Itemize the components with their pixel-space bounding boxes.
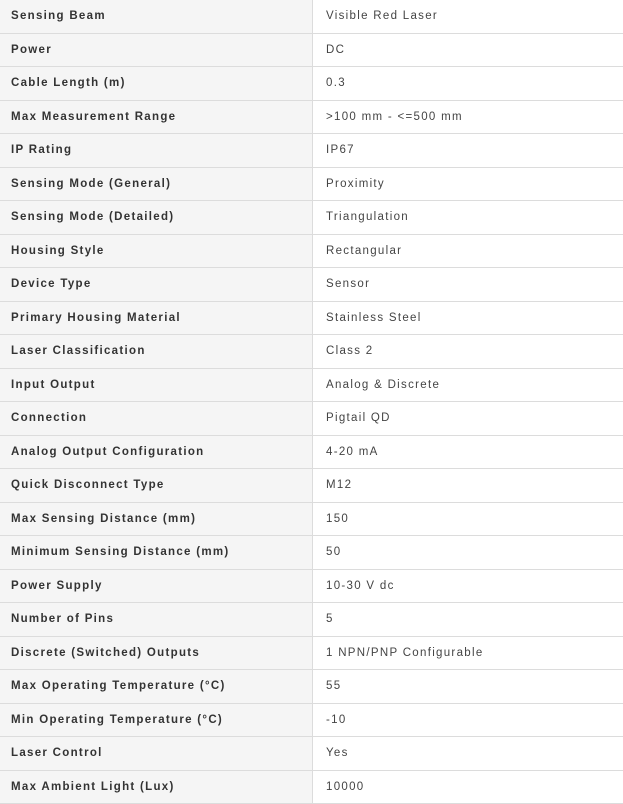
spec-row bbox=[0, 603, 623, 637]
spec-row bbox=[0, 33, 623, 67]
spec-label: Minimum Sensing Distance (mm) bbox=[0, 536, 313, 570]
spec-row bbox=[0, 268, 623, 302]
spec-label: Max Operating Temperature (°C) bbox=[0, 670, 313, 704]
spec-row bbox=[0, 100, 623, 134]
spec-label: Laser Control bbox=[0, 737, 313, 771]
spec-label: Number of Pins bbox=[0, 603, 313, 637]
spec-row bbox=[0, 0, 623, 33]
spec-row bbox=[0, 234, 623, 268]
spec-row bbox=[0, 435, 623, 469]
spec-label: Cable Length (m) bbox=[0, 67, 313, 101]
spec-label: Discrete (Switched) Outputs bbox=[0, 636, 313, 670]
spec-value: 55 bbox=[313, 670, 623, 704]
spec-row bbox=[0, 502, 623, 536]
spec-row bbox=[0, 67, 623, 101]
spec-value: Pigtail QD bbox=[313, 402, 623, 436]
spec-value: 4-20 mA bbox=[313, 435, 623, 469]
spec-label: Max Ambient Light (Lux) bbox=[0, 770, 313, 804]
spec-label: Device Type bbox=[0, 268, 313, 302]
spec-row bbox=[0, 301, 623, 335]
spec-label: Connection bbox=[0, 402, 313, 436]
spec-value: 5 bbox=[313, 603, 623, 637]
spec-value: Analog & Discrete bbox=[313, 368, 623, 402]
spec-value: Rectangular bbox=[313, 234, 623, 268]
spec-row bbox=[0, 703, 623, 737]
spec-row bbox=[0, 368, 623, 402]
spec-label: Sensing Beam bbox=[0, 0, 313, 33]
spec-value: Sensor bbox=[313, 268, 623, 302]
spec-label: Power bbox=[0, 33, 313, 67]
spec-label: IP Rating bbox=[0, 134, 313, 168]
spec-value: 150 bbox=[313, 502, 623, 536]
spec-value: 0.3 bbox=[313, 67, 623, 101]
spec-row bbox=[0, 201, 623, 235]
spec-label: Housing Style bbox=[0, 234, 313, 268]
spec-value: 10-30 V dc bbox=[313, 569, 623, 603]
spec-label: Primary Housing Material bbox=[0, 301, 313, 335]
spec-row bbox=[0, 335, 623, 369]
spec-row bbox=[0, 670, 623, 704]
spec-value: Stainless Steel bbox=[313, 301, 623, 335]
spec-value: 1 NPN/PNP Configurable bbox=[313, 636, 623, 670]
spec-label: Max Sensing Distance (mm) bbox=[0, 502, 313, 536]
spec-row bbox=[0, 737, 623, 771]
spec-value: Triangulation bbox=[313, 201, 623, 235]
spec-label: Input Output bbox=[0, 368, 313, 402]
spec-row bbox=[0, 134, 623, 168]
spec-row bbox=[0, 402, 623, 436]
spec-row bbox=[0, 469, 623, 503]
spec-value: 50 bbox=[313, 536, 623, 570]
spec-label: Sensing Mode (Detailed) bbox=[0, 201, 313, 235]
spec-label: Sensing Mode (General) bbox=[0, 167, 313, 201]
spec-row bbox=[0, 770, 623, 804]
spec-label: Laser Classification bbox=[0, 335, 313, 369]
spec-value: Visible Red Laser bbox=[313, 0, 623, 33]
spec-label: Max Measurement Range bbox=[0, 100, 313, 134]
spec-value: 10000 bbox=[313, 770, 623, 804]
spec-label: Power Supply bbox=[0, 569, 313, 603]
spec-label: Quick Disconnect Type bbox=[0, 469, 313, 503]
spec-label: Analog Output Configuration bbox=[0, 435, 313, 469]
spec-row bbox=[0, 636, 623, 670]
spec-value: Yes bbox=[313, 737, 623, 771]
spec-value: -10 bbox=[313, 703, 623, 737]
spec-value: Proximity bbox=[313, 167, 623, 201]
spec-value: IP67 bbox=[313, 134, 623, 168]
spec-value: M12 bbox=[313, 469, 623, 503]
spec-row bbox=[0, 569, 623, 603]
spec-row bbox=[0, 536, 623, 570]
spec-value: DC bbox=[313, 33, 623, 67]
spec-label: Min Operating Temperature (°C) bbox=[0, 703, 313, 737]
spec-value: Class 2 bbox=[313, 335, 623, 369]
spec-value: >100 mm - <=500 mm bbox=[313, 100, 623, 134]
spec-row bbox=[0, 167, 623, 201]
